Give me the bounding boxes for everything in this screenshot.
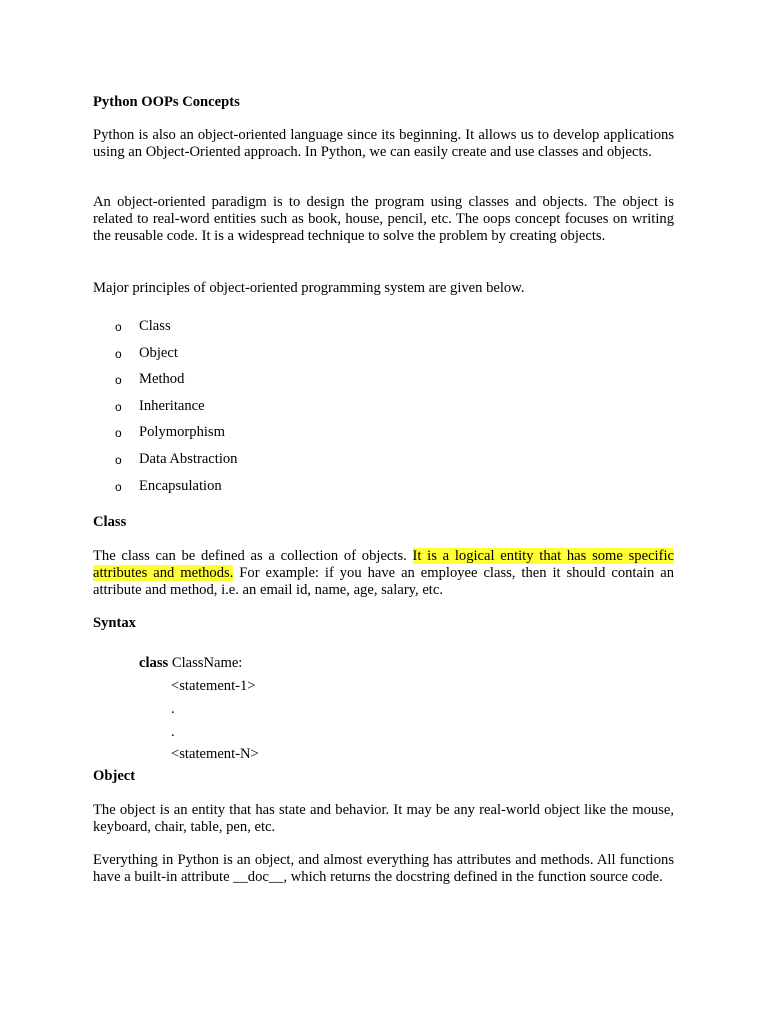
- syntax-heading: Syntax: [93, 615, 136, 631]
- syntax-dot: .: [171, 701, 175, 717]
- bullet-marker: o: [115, 373, 122, 388]
- document-page: [93, 0, 674, 1024]
- list-item: [93, 371, 674, 398]
- list-item-label: Class: [139, 318, 171, 334]
- bullet-marker: o: [115, 452, 122, 467]
- syntax-statement-first: <statement-1>: [171, 678, 256, 694]
- syntax-statement-last: <statement-N>: [171, 746, 259, 762]
- class-paragraph: [93, 548, 674, 599]
- list-item: [93, 318, 674, 345]
- list-item: [93, 424, 674, 451]
- syntax-dot: .: [171, 724, 175, 740]
- list-item-label: Method: [139, 371, 185, 388]
- list-item-label: Inheritance: [139, 397, 205, 414]
- class-text-after: For example: if you have an employee class, then it should contain an attribute and method, i.e. an email id, name, age, salary, etc.: [93, 565, 675, 598]
- class-name: ClassName:: [168, 655, 243, 671]
- principles-list: [93, 318, 674, 504]
- object-paragraph-2: Everything in Python is an object, and almost everything has attributes and methods. All functions have a built-in attribute __doc__, which returns the docstring defined in the function source code.: [93, 852, 674, 885]
- list-item: [93, 478, 674, 505]
- intro-paragraph: Python is also an object-oriented language since its beginning. It allows us to develop applications using an Object-Oriented approach. In Python, we can easily create and use classes and objects.: [93, 127, 674, 160]
- principles-intro: Major principles of object-oriented programming system are given below.: [93, 280, 525, 296]
- syntax-class-line: [139, 655, 242, 672]
- bullet-marker: o: [115, 320, 122, 334]
- object-paragraph-1: The object is an entity that has state and behavior. It may be any real-world object like the mouse, keyboard, chair, table, pen, etc.: [93, 802, 674, 835]
- bullet-marker: o: [115, 346, 122, 361]
- page-title: Python OOPs Concepts: [93, 94, 240, 110]
- list-item: [93, 451, 674, 478]
- list-item-label: Encapsulation: [139, 477, 222, 494]
- list-item: [93, 345, 674, 372]
- object-heading: Object: [93, 768, 136, 784]
- bullet-marker: o: [115, 479, 122, 494]
- list-item-label: Data Abstraction: [139, 450, 238, 467]
- class-heading: Class: [93, 514, 127, 530]
- list-item: [93, 398, 674, 425]
- list-item-label: Polymorphism: [139, 424, 225, 441]
- class-keyword: class: [139, 655, 169, 671]
- highlighted-text: It is a logical entity that has some specific attributes and methods.: [93, 548, 674, 581]
- bullet-marker: o: [115, 426, 122, 441]
- paradigm-paragraph: An object-oriented paradigm is to design the program using classes and objects. The object is related to real-word entities such as book, house, pencil, etc. The oops concept focuses on writing the reusable code. It is a widespread technique to solve the problem by creating objects.: [93, 194, 674, 244]
- bullet-marker: o: [115, 399, 122, 414]
- class-text-before: The class can be defined as a collection of objects.: [93, 548, 413, 564]
- list-item-label: Object: [139, 344, 178, 361]
